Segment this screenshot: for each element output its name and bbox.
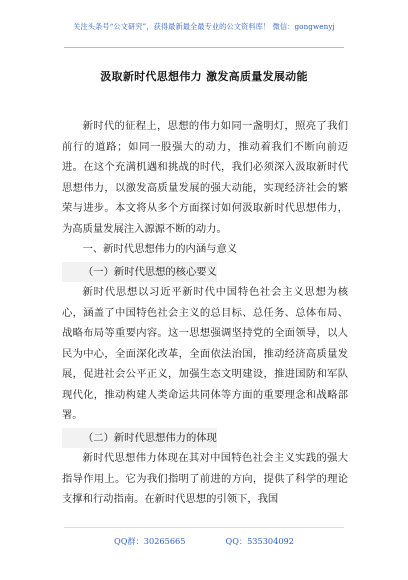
- subheading-1: （一）新时代思想的核心要义: [62, 262, 217, 283]
- footer-contact: [0, 536, 408, 547]
- footer-qq-number: QQ：535304092: [225, 536, 294, 546]
- subheading-2-wrapper: [62, 426, 348, 449]
- subsection-1-paragraph: 新时代思想以习近平新时代中国特色社会主义思想为核心，涵盖了中国特色社会主义的总目标、总任务、总体布局、战略布局等重要内容。这一思想强调坚持党的全面领导，以人民为中心，全面深化改革，全面依法治国，推动经济高质量发展，促进社会公平正义，加强生态文明建设，推进国防和军队现代化，推动构建人类命运共同体等方面的重要理念和战略部署。: [62, 286, 348, 421]
- document-title: 汲取新时代思想伟力 激发高质量发展动能: [100, 70, 308, 83]
- section-heading-1: 一、新时代思想伟力的内涵与意义: [82, 243, 238, 255]
- subheading-1-wrapper: [62, 260, 348, 283]
- header-promo-note: 关注头条号“公文研究”，获得最新最全最专业的公文资料库！ 微信：gongwenyj: [73, 22, 335, 31]
- header-divider: [64, 47, 344, 48]
- intro-paragraph: 新时代的征程上，思想的伟力如同一盏明灯，照亮了我们前行的道路；如同一股强大的动力，推动着我们不断向前迈进。在这个充满机遇和挑战的时代，我们必须深入汲取新时代思想伟力，以激发高质量发展的强大动能，实现经济社会的繁荣与进步。本文将从多个方面探讨如何汲取新时代思想伟力，为高质量发展注入源源不断的动力。: [62, 120, 348, 235]
- subheading-2: （二）新时代思想伟力的体现: [62, 428, 217, 449]
- document-body: [62, 116, 348, 510]
- footer-qq-group: QQ群：30265665: [114, 536, 186, 546]
- footer-divider: [64, 527, 344, 528]
- subsection-2-paragraph: 新时代思想伟力体现在其对中国特色社会主义实践的强大指导作用上。它为我们指明了前进的方向，提供了科学的理论支撑和行动指南。在新时代思想的引领下，我国: [62, 452, 348, 505]
